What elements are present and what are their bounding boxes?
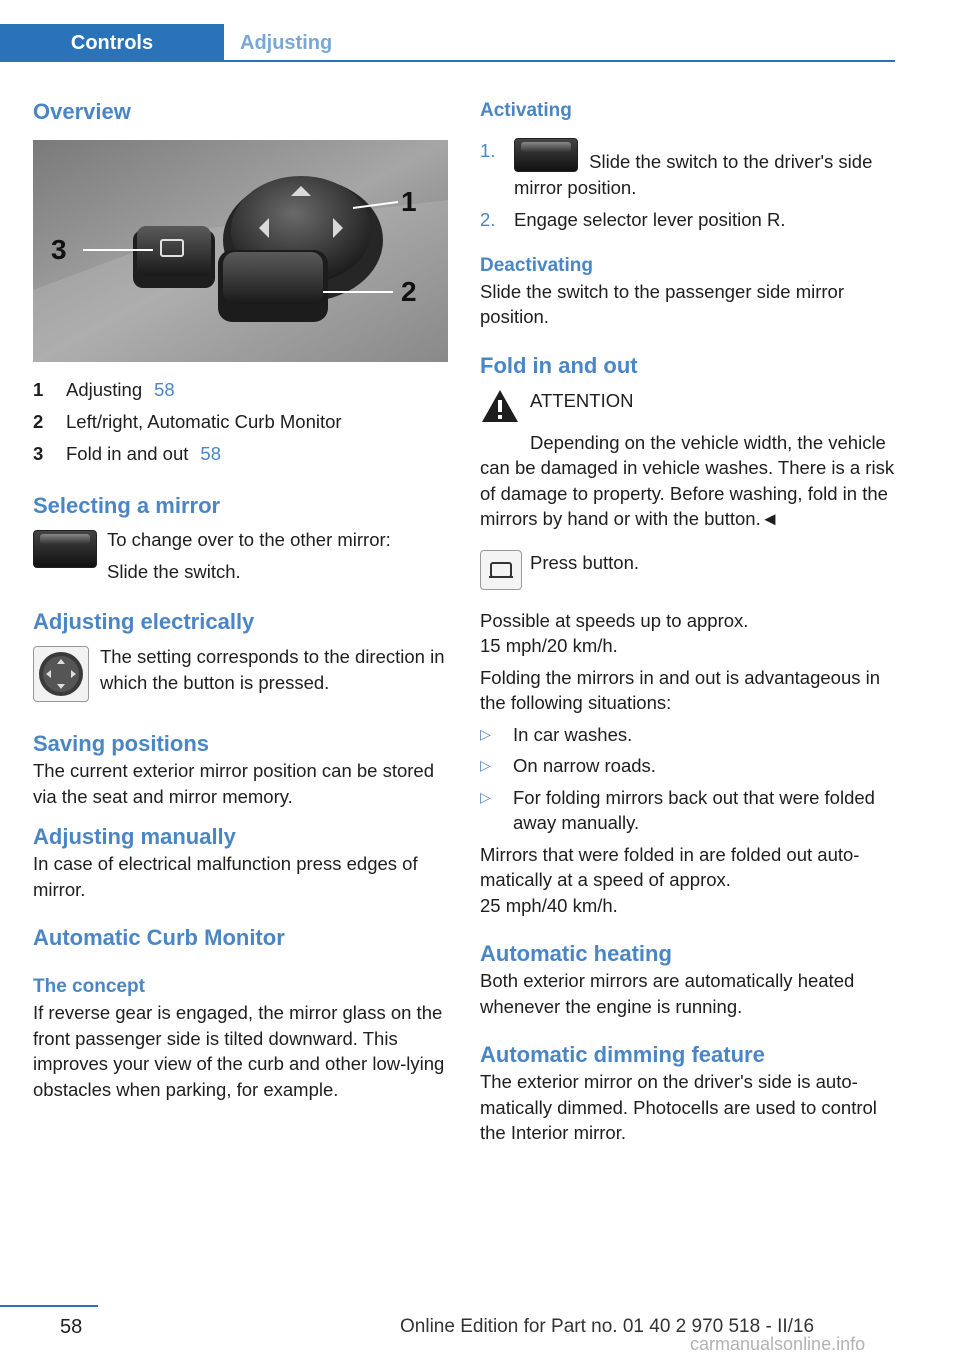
list-item [480, 785, 898, 836]
legend-item [33, 374, 448, 406]
selecting-line-1: To change over to the other mirror: [107, 529, 391, 550]
list-item-text: For folding mirrors back out that were folded away manually. [513, 786, 875, 833]
mirror-control-illustration [33, 140, 448, 362]
list-item [480, 753, 898, 779]
triangle-bullet-icon: ▷ [480, 757, 491, 773]
concept-text: If reverse gear is engaged, the mirror glass on the front passenger side is tilted downward. This improves your view of the curb and other low-lying obstacles when parking, for example. [33, 1002, 445, 1100]
footer-rule [0, 1305, 98, 1307]
adjusting-manually-heading: Adjusting manually [33, 824, 236, 849]
edition-text: Online Edition for Part no. 01 40 2 970 518 - II/16 [400, 1316, 815, 1337]
fold-mirror-button-icon [480, 550, 522, 590]
triangle-bullet-icon: ▷ [480, 788, 491, 805]
overview-heading: Overview [33, 99, 131, 124]
attention-label: ATTENTION [530, 389, 634, 411]
situations-list [480, 722, 898, 836]
photo-callout-3: 3 [51, 234, 67, 265]
speed-text-line-2: 15 mph/20 km/h. [480, 635, 618, 656]
speed-text-line-1: Possible at speeds up to approx. [480, 609, 749, 631]
left-column [33, 98, 448, 1102]
legend-item [33, 438, 448, 470]
selecting-line-2: Slide the switch. [107, 561, 241, 582]
triangle-bullet-icon: ▷ [480, 725, 491, 742]
fold-out-text-line-2: 25 mph/40 km/h. [480, 894, 618, 916]
step-text: Slide the switch to the driver's side mirror position. [514, 151, 873, 198]
attention-text: Depending on the vehicle width, the vehicle can be damaged in vehicle washes. There is a risk of damage to property. Before washing, fold in the mirrors by hand or with the button.◄ [480, 431, 895, 529]
overview-legend [33, 374, 448, 470]
attention-block [480, 388, 898, 424]
page-reference-link[interactable]: 58 [200, 443, 221, 464]
photo-callout-1: 1 [401, 186, 417, 217]
folding-intro-text: Folding the mirrors in and out is advantageous in the following situations: [480, 666, 881, 713]
automatic-curb-monitor-heading: Automatic Curb Monitor [33, 925, 285, 950]
section-tab-adjusting: Adjusting [240, 32, 333, 54]
list-item-text: In car washes. [513, 723, 633, 745]
mirror-adjust-dpad-icon [33, 646, 89, 702]
step-number: 1. [480, 140, 496, 161]
legend-label: Left/right, Automatic Curb Monitor [66, 411, 342, 432]
concept-subheading: The concept [33, 976, 145, 997]
automatic-heating-heading: Automatic heating [480, 941, 672, 966]
fold-out-text-line-1: Mirrors that were folded in are folded out automatically at a speed of approx. [480, 843, 860, 890]
mirror-selector-switch-icon [514, 138, 578, 172]
legend-number: 1 [33, 379, 44, 400]
legend-label: Fold in and out [66, 443, 189, 464]
selecting-mirror-heading: Selecting a mirror [33, 493, 221, 518]
adjusting-manually-text: In case of electrical malfunction press edges of mirror. [33, 853, 418, 900]
step-text: Engage selector lever position R. [514, 209, 786, 230]
right-column [480, 98, 898, 1146]
list-item [480, 207, 898, 233]
legend-item [33, 406, 448, 438]
legend-label: Adjusting [66, 379, 143, 400]
saving-positions-heading: Saving positions [33, 731, 210, 756]
activating-subheading: Activating [480, 100, 572, 121]
mirror-control-photo [33, 140, 448, 362]
list-item [480, 722, 898, 748]
watermark: carmanualsonline.info [690, 1334, 866, 1354]
adjusting-electrically-block [33, 644, 448, 702]
adjusting-electrically-heading: Adjusting electrically [33, 609, 255, 634]
selecting-mirror-block [33, 524, 448, 588]
saving-positions-text: The current exterior mirror position can be stored via the seat and mirror memory. [33, 760, 435, 807]
list-item-text: On narrow roads. [513, 755, 656, 776]
automatic-dimming-heading: Automatic dimming feature [480, 1042, 765, 1067]
legend-number: 3 [33, 443, 44, 464]
page-number: 58 [60, 1316, 83, 1338]
page-header [0, 24, 895, 62]
deactivating-subheading: Deactivating [480, 254, 593, 276]
fold-in-out-heading: Fold in and out [480, 352, 638, 378]
activating-steps [480, 138, 898, 233]
warning-triangle-icon [480, 388, 520, 424]
step-number: 2. [480, 209, 496, 230]
section-tab-controls: Controls [0, 24, 224, 62]
photo-callout-2: 2 [401, 276, 417, 307]
page-reference-link[interactable]: 58 [154, 379, 175, 400]
automatic-heating-text: Both exterior mirrors are automatically heated whenever the engine is running. [480, 970, 855, 1017]
mirror-selector-switch-icon [33, 530, 97, 568]
list-item [480, 138, 898, 200]
press-button-text: Press button. [530, 551, 640, 573]
automatic-dimming-text: The exterior mirror on the driver's side is automatically dimmed. Photocells are used to control the Interior mirror. [480, 1071, 877, 1143]
deactivating-text: Slide the switch to the passenger side mirror position. [480, 280, 845, 327]
legend-number: 2 [33, 411, 44, 432]
press-button-block [480, 550, 898, 590]
adjusting-electrically-text: The setting corresponds to the direction in which the button is pressed. [100, 646, 445, 693]
